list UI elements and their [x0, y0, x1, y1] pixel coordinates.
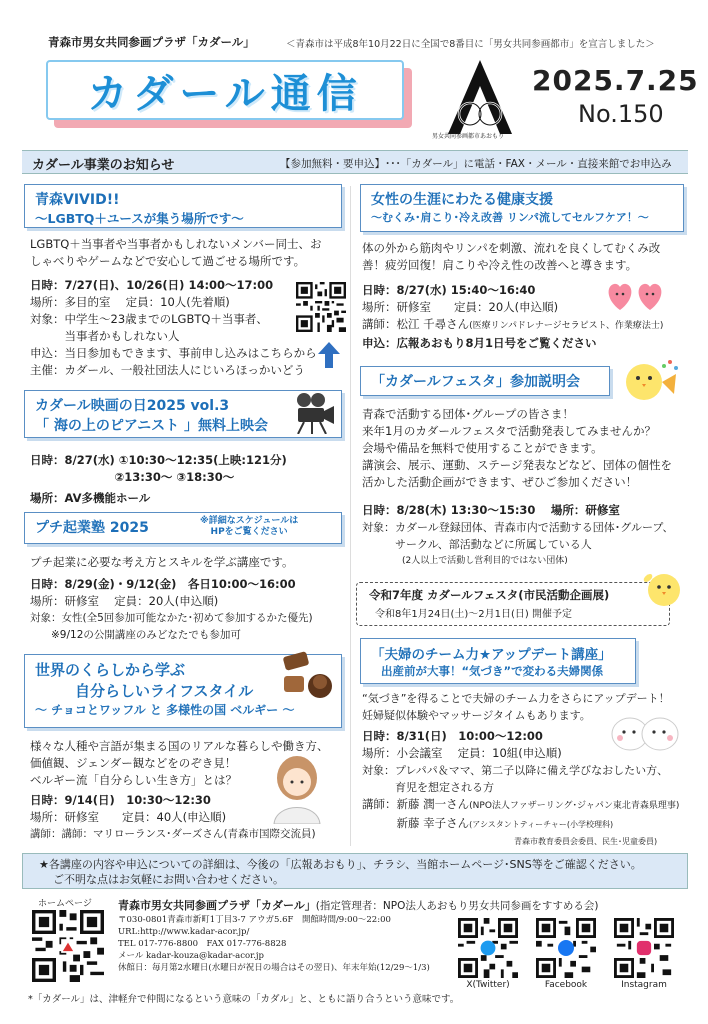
festa-desc-line: 来年1月のカダールフェスタで活動発表してみませんか？: [362, 424, 657, 438]
vivid-date: 日時：7/27(日)、10/26(日) 14:00～17:00: [30, 278, 274, 292]
facebook-qr-code[interactable]: [536, 918, 596, 978]
homepage-qr-code[interactable]: [32, 910, 104, 982]
vivid-place: 場所：多目的室 定員：10人(先着順): [30, 295, 230, 309]
vivid-desc-line: しゃべりやゲームなどで安心して過ごせる場所です。: [30, 254, 306, 268]
festa-desc-line: 会場や備品を無料で使用することができます。: [362, 441, 603, 455]
petit-place: 場所：研修室 定員：20人(申込順): [30, 594, 219, 608]
health-title: 女性の生涯にわたる健康支援: [371, 192, 553, 208]
festa-desc-line: 講演会、展示、運動、ステージ発表などなど、団体の個性を: [362, 458, 673, 472]
homepage-label: ホームページ: [38, 899, 92, 909]
festa-box-date: 令和8年1月24日(土)～2月1日(日) 開催予定: [375, 609, 572, 620]
couple-lecturer-2-foot: 青森市教育委員会委員、民生･児童委員): [514, 837, 658, 846]
vivid-description: [30, 236, 346, 270]
vivid-title: 青森VIVID!!: [35, 192, 120, 208]
footer-org-name: 青森市男女共同参画プラザ「カダール」: [118, 899, 316, 912]
festa-target: 対象：カダール登録団体、青森市内で活動する団体･グループ、: [362, 521, 674, 534]
couple-target-cont: 育児を想定される方: [362, 781, 494, 794]
banner-subtitle: 【参加無料・要申込】･･･「カダール」に電話・FAX・メール・直接来館でお申込み: [280, 158, 672, 170]
twitter-qr-code[interactable]: [458, 918, 518, 978]
logo-text: カダール通信: [87, 70, 363, 117]
world-details: [30, 792, 316, 843]
couple-place: 場所：小会議室 定員：10組(申込順): [362, 746, 562, 760]
couple-target: 対象：プレパパ＆ママ、第二子以降に備え学びなおしたい方、: [362, 764, 669, 777]
newsletter-logo: [46, 60, 414, 130]
festa-heading: [360, 366, 610, 396]
vivid-apply: 申込：当日参加もできます、事前申し込みはこちらから: [30, 346, 317, 360]
petit-note-line: ※詳細なスケジュールは: [200, 516, 299, 526]
vivid-details: [30, 277, 317, 379]
movie-camera-icon: [292, 392, 336, 434]
city-emblem-icon: [440, 58, 520, 138]
vivid-target-cont: 当事者かもしれない人: [30, 329, 180, 343]
couple-lecturer-1: [362, 796, 679, 815]
petit-note2: ※9/12の公開講座のみどなたでも参加可: [30, 629, 241, 641]
footer-manager: (指定管理者：NPO法人あおもり男女共同参画をすすめる会): [315, 900, 599, 912]
name-origin-note: *「カダール」は、津軽弁で仲間になるという意味の「カダル」と、ともに語り合うという意味です。: [28, 994, 460, 1005]
couple-lecturer-1-name: 講師：新藤 潤一さん: [362, 797, 470, 811]
footer-url[interactable]: URL:http://www.kadar-acor.jp/: [118, 927, 250, 937]
instagram-label: Instagram: [621, 980, 667, 990]
movie-place: 場所：AV多機能ホール: [30, 491, 151, 505]
festa-desc-line: 青森で活動する団体･グループの皆さま！: [362, 407, 574, 421]
petit-target: 対象：女性(全5回参加可能なかた･初めて参加するかた優先): [30, 612, 313, 624]
health-lecturer-name: 講師：松江 千尋さん: [362, 317, 470, 331]
emblem-caption: 男女共同参画都市あおもり: [432, 133, 505, 140]
facebook-label: Facebook: [544, 980, 588, 990]
world-subtitle: ～ チョコとワッフル と 多様性の国 ベルギー ～: [35, 703, 295, 717]
city-declaration: ＜青森市は平成8年10月22日に全国で8番目に「男女共同参画都市」を宣言しました＞: [286, 39, 655, 50]
movie-subtitle: 「 海の上のピアニスト 」無料上映会: [35, 418, 269, 434]
petit-details: [30, 576, 313, 644]
petit-description: プチ起業に必要な考え方とスキルを学ぶ講座です。: [30, 555, 294, 569]
health-heading: [360, 184, 684, 232]
petit-note: [200, 516, 298, 538]
health-lecturer: [362, 316, 663, 335]
vivid-desc-line: LGBTQ＋当事者や当事者かもしれないメンバー同士、お: [30, 237, 322, 251]
couple-lecturer-2: [362, 815, 679, 833]
health-details: [362, 282, 663, 352]
petit-note-line: HPをご覧ください: [210, 527, 288, 537]
footer-address: 〒030-0801青森市新町1丁目3-7 アウガ5.6F 開館時間/9:00～22:00: [118, 915, 391, 925]
vivid-heading: [24, 184, 342, 228]
festa-desc-line: 活かした活動企画ができます、ぜひご参加ください！: [362, 475, 638, 489]
world-date: 日時：9/14(日) 10:30～12:30: [30, 793, 211, 807]
festa-title: 「カダールフェスタ」参加説明会: [371, 374, 581, 390]
chick-waving-icon: [642, 566, 684, 608]
couple-desc-line: 妊婦疑似体験やマッサージタイムもあります。: [362, 709, 591, 722]
column-divider: [350, 186, 351, 846]
couple-desc-line: “気づき”を得ることで夫婦のチーム力をさらにアップデート！: [362, 692, 670, 705]
world-title-2: 自分らしいライフスタイル: [75, 682, 254, 700]
footer-closed: 休館日：毎月第2水曜日(水曜日が祝日の場合はその翌日)、年末年始(12/29～1/3): [118, 963, 430, 973]
couple-subtitle: 出産前が大事！“気づき”で変わる夫婦関係: [381, 664, 604, 678]
notice-banner: [22, 150, 688, 174]
festa-note: (2人以上で活動し営利目的ではない団体): [402, 556, 568, 566]
world-place: 場所：研修室 定員：40人(申込順): [30, 810, 227, 824]
petit-date: 日時：8/29(金)・9/12(金) 各日10:00～16:00: [30, 577, 296, 591]
footer-tel: TEL 017-776-8800 FAX 017-776-8828: [118, 939, 287, 949]
footer-contact: [118, 914, 430, 974]
world-desc-line: ベルギー流「自分らしい生き方」とは？: [30, 773, 237, 787]
world-desc-line: 価値観、ジェンダー観などをのぞき見！: [30, 756, 237, 770]
world-desc-line: 様々な人種や言語が集まる国のリアルな暮らしや働き方、: [30, 739, 329, 753]
couple-lecturer-1-note: (NPO法人ファザーリング･ジャパン東北青森県理事): [469, 801, 680, 811]
couple-heading: [360, 638, 636, 684]
couple-title: 「夫婦のチーム力★アップデート講座」: [371, 647, 612, 663]
vivid-target: 対象：中学生～23歳までのLGBTQ＋当事者、: [30, 312, 268, 326]
vivid-host: 主催：カダール、一般社団法人にじいろほっかいどう: [30, 363, 305, 377]
movie-title: カダール映画の日2025 vol.3: [35, 398, 230, 414]
couple-date: 日時：8/31(日) 10:00～12:00: [362, 729, 543, 743]
footer-note-2: ご不明な点はお気軽にお問い合わせください。: [53, 873, 284, 886]
health-place: 場所：研修室 定員：20人(申込順): [362, 300, 559, 314]
footer-notice: [22, 853, 688, 889]
banner-title: カダール事業のお知らせ: [32, 158, 175, 173]
health-date: 日時：8/27(水) 15:40～16:40: [362, 283, 536, 297]
instagram-qr-code[interactable]: [614, 918, 674, 978]
petit-title: プチ起業塾 2025: [35, 520, 149, 536]
health-desc-line: 体の外から筋肉やリンパを刺激、流れを良くしてむくみ改: [362, 241, 661, 255]
footer-note-1: ★各講座の内容や申込についての詳細は、今後の「広報あおもり」、チラシ、当館ホームページ･SNS等をご確認ください。: [39, 858, 642, 871]
festa-box-title: 令和7年度 カダールフェスタ(市民活動企画展): [369, 588, 610, 602]
movie-times: ②13:30～ ③18:30～: [30, 470, 235, 484]
organization-name: 青森市男女共同参画プラザ「カダール」: [48, 35, 255, 49]
couple-lecturer-2-note: (アシスタントティーチャー(小学校理科): [469, 820, 614, 829]
festa-event-box: [356, 582, 670, 626]
festa-target-cont: サークル、部活動などに所属している人: [362, 538, 592, 551]
chocolate-icon: [280, 646, 336, 702]
world-lecturer: 講師：講師：マリローランス･ダーズさん(青森市国際交流員): [30, 828, 316, 840]
couple-lecturer-2-name: 新藤 幸子さん: [362, 816, 470, 830]
twitter-label: X(Twitter): [466, 980, 510, 990]
festa-description: [362, 406, 686, 491]
movie-details: [30, 452, 287, 507]
festa-date: 日時：8/28(木) 13:30～15:30 場所：研修室: [362, 503, 620, 517]
movie-date: 日時：8/27(水) ①10:30～12:35(上映:121分): [30, 453, 287, 467]
arrow-up-icon: [318, 342, 340, 368]
health-lecturer-note: (医療リンパドレナージセラピスト、作業療法士): [469, 321, 664, 331]
issue-number: No.150: [578, 100, 664, 128]
vivid-qr-code[interactable]: [296, 282, 346, 332]
festa-details: [362, 502, 674, 570]
couple-details: [362, 728, 679, 850]
footer-org: [118, 897, 599, 913]
health-subtitle: ～むくみ･肩こり･冷え改善 リンパ流してセルフケア！～: [371, 211, 649, 224]
chick-confetti-icon: [618, 354, 680, 410]
vivid-subtitle: ～LGBTQ＋ユースが集う場所です～: [35, 211, 244, 226]
health-desc-line: 善！疲労回復！肩こりや冷え性の改善へと導きます。: [362, 258, 638, 272]
issue-date: 2025.7.25: [532, 64, 699, 97]
world-title-1: 世界のくらしから学ぶ: [35, 661, 186, 679]
health-apply: 申込：広報あおもり8月1日号をご覧ください: [362, 336, 597, 350]
footer-mail[interactable]: メール kadar-kouza@kadar-acor.jp: [118, 951, 264, 961]
health-description: [362, 240, 686, 274]
